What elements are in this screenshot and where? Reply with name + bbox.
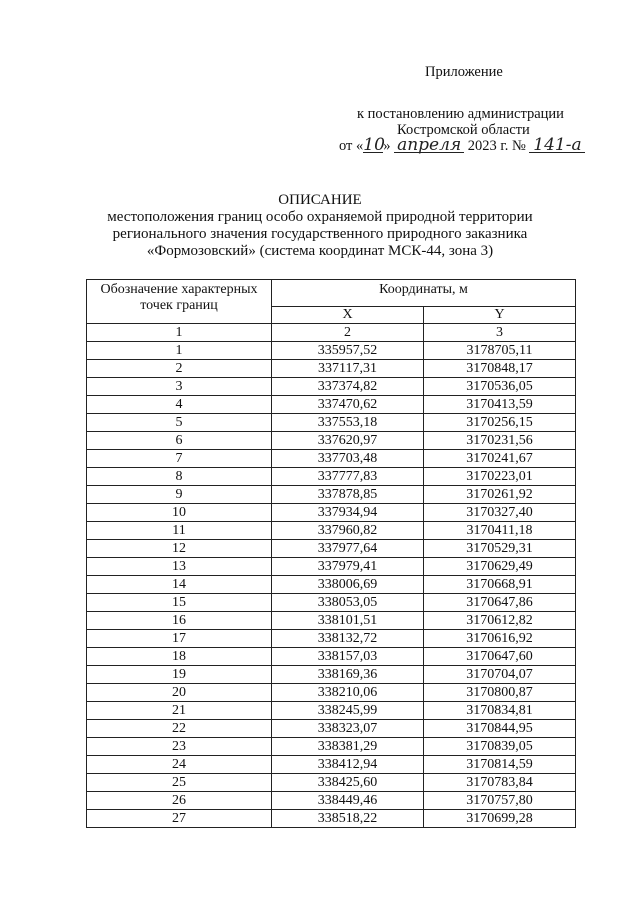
- y-coordinate-cell: 3170223,01: [424, 468, 576, 486]
- col-point-header: Обозначение характерных точек границ: [87, 280, 272, 324]
- point-number-cell: 3: [87, 378, 272, 396]
- table-row: [87, 504, 576, 522]
- coordinates-table: [86, 279, 576, 828]
- region-line: Костромской области: [397, 122, 530, 138]
- col-num-2: 2: [272, 324, 424, 342]
- point-number-cell: 25: [87, 774, 272, 792]
- y-coordinate-cell: 3170327,40: [424, 504, 576, 522]
- table-row: [87, 684, 576, 702]
- table-row: [87, 360, 576, 378]
- table-row: [87, 486, 576, 504]
- title-line-1: местоположения границ особо охраняемой природной территории: [107, 209, 533, 225]
- point-number-cell: 21: [87, 702, 272, 720]
- table-row: [87, 522, 576, 540]
- x-coordinate-cell: 338412,94: [272, 756, 424, 774]
- table-row: [87, 450, 576, 468]
- x-coordinate-cell: 337374,82: [272, 378, 424, 396]
- x-coordinate-cell: 338006,69: [272, 576, 424, 594]
- x-coordinate-cell: 337979,41: [272, 558, 424, 576]
- x-coordinate-cell: 338518,22: [272, 810, 424, 828]
- y-coordinate-cell: 3170261,92: [424, 486, 576, 504]
- x-coordinate-cell: 337960,82: [272, 522, 424, 540]
- point-number-cell: 10: [87, 504, 272, 522]
- point-number-cell: 18: [87, 648, 272, 666]
- y-coordinate-cell: 3170844,95: [424, 720, 576, 738]
- y-coordinate-cell: 3170647,86: [424, 594, 576, 612]
- table-row: [87, 648, 576, 666]
- table-row: [87, 540, 576, 558]
- point-number-cell: 19: [87, 666, 272, 684]
- point-number-cell: 6: [87, 432, 272, 450]
- y-coordinate-cell: 3170413,59: [424, 396, 576, 414]
- x-coordinate-cell: 337977,64: [272, 540, 424, 558]
- y-coordinate-cell: 3170411,18: [424, 522, 576, 540]
- point-number-cell: 11: [87, 522, 272, 540]
- col-x-header: X: [272, 307, 424, 324]
- y-coordinate-cell: 3170529,31: [424, 540, 576, 558]
- handwritten-number: 141-а: [529, 138, 585, 153]
- point-number-cell: 13: [87, 558, 272, 576]
- point-number-cell: 12: [87, 540, 272, 558]
- x-coordinate-cell: 338101,51: [272, 612, 424, 630]
- table-row: [87, 720, 576, 738]
- x-coordinate-cell: 338449,46: [272, 792, 424, 810]
- y-coordinate-cell: 3170612,82: [424, 612, 576, 630]
- point-number-cell: 2: [87, 360, 272, 378]
- x-coordinate-cell: 338132,72: [272, 630, 424, 648]
- point-number-cell: 8: [87, 468, 272, 486]
- col-num-3: 3: [424, 324, 576, 342]
- y-coordinate-cell: 3170839,05: [424, 738, 576, 756]
- x-coordinate-cell: 338053,05: [272, 594, 424, 612]
- table-row: [87, 702, 576, 720]
- y-coordinate-cell: 3170704,07: [424, 666, 576, 684]
- x-coordinate-cell: 338210,06: [272, 684, 424, 702]
- table-row: [87, 630, 576, 648]
- x-coordinate-cell: 337620,97: [272, 432, 424, 450]
- table-row: [87, 774, 576, 792]
- point-number-cell: 23: [87, 738, 272, 756]
- point-number-cell: 7: [87, 450, 272, 468]
- point-number-cell: 15: [87, 594, 272, 612]
- handwritten-day: 10: [363, 135, 385, 155]
- x-coordinate-cell: 338157,03: [272, 648, 424, 666]
- title-line-2: регионального значения государственного природного заказника: [112, 226, 528, 242]
- table-row: [87, 792, 576, 810]
- y-coordinate-cell: 3170699,28: [424, 810, 576, 828]
- table-row: [87, 810, 576, 828]
- point-number-cell: 14: [87, 576, 272, 594]
- table-row: [87, 666, 576, 684]
- x-coordinate-cell: 337878,85: [272, 486, 424, 504]
- table-row: [87, 558, 576, 576]
- appendix-label: Приложение: [425, 64, 503, 80]
- resolution-line: к постановлению администрации: [357, 106, 564, 122]
- y-coordinate-cell: 3170241,67: [424, 450, 576, 468]
- table-row: [87, 612, 576, 630]
- table-header-row: [87, 280, 576, 307]
- y-coordinate-cell: 3170231,56: [424, 432, 576, 450]
- table-row: [87, 594, 576, 612]
- x-coordinate-cell: 338381,29: [272, 738, 424, 756]
- x-coordinate-cell: 338425,60: [272, 774, 424, 792]
- column-number-row: [87, 324, 576, 342]
- table-row: [87, 738, 576, 756]
- point-number-cell: 22: [87, 720, 272, 738]
- table-row: [87, 432, 576, 450]
- x-coordinate-cell: 338245,99: [272, 702, 424, 720]
- date-prefix: от «: [339, 138, 364, 154]
- table-row: [87, 396, 576, 414]
- y-coordinate-cell: 3170848,17: [424, 360, 576, 378]
- col-coords-header: Координаты, м: [272, 280, 576, 307]
- x-coordinate-cell: 337553,18: [272, 414, 424, 432]
- table-row: [87, 378, 576, 396]
- col-y-header: Y: [424, 307, 576, 324]
- y-coordinate-cell: 3178705,11: [424, 342, 576, 360]
- table-row: [87, 576, 576, 594]
- point-number-cell: 5: [87, 414, 272, 432]
- point-number-cell: 24: [87, 756, 272, 774]
- y-coordinate-cell: 3170629,49: [424, 558, 576, 576]
- point-number-cell: 9: [87, 486, 272, 504]
- point-number-cell: 1: [87, 342, 272, 360]
- document-heading: ОПИСАНИЕ: [278, 192, 362, 208]
- point-number-cell: 17: [87, 630, 272, 648]
- point-number-cell: 20: [87, 684, 272, 702]
- y-coordinate-cell: 3170834,81: [424, 702, 576, 720]
- col-num-1: 1: [87, 324, 272, 342]
- table-row: [87, 756, 576, 774]
- x-coordinate-cell: 335957,52: [272, 342, 424, 360]
- x-coordinate-cell: 338169,36: [272, 666, 424, 684]
- x-coordinate-cell: 337703,48: [272, 450, 424, 468]
- y-coordinate-cell: 3170616,92: [424, 630, 576, 648]
- table-row: [87, 468, 576, 486]
- y-coordinate-cell: 3170647,60: [424, 648, 576, 666]
- y-coordinate-cell: 3170783,84: [424, 774, 576, 792]
- title-line-3: «Формозовский» (система координат МСК-44, зона 3): [146, 243, 494, 259]
- point-number-cell: 26: [87, 792, 272, 810]
- y-coordinate-cell: 3170814,59: [424, 756, 576, 774]
- table-row: [87, 414, 576, 432]
- table-row: [87, 342, 576, 360]
- point-number-cell: 27: [87, 810, 272, 828]
- x-coordinate-cell: 337934,94: [272, 504, 424, 522]
- x-coordinate-cell: 337470,62: [272, 396, 424, 414]
- y-coordinate-cell: 3170800,87: [424, 684, 576, 702]
- year-text: 2023 г. №: [467, 138, 526, 154]
- date-line: [339, 135, 585, 155]
- x-coordinate-cell: 337777,83: [272, 468, 424, 486]
- y-coordinate-cell: 3170668,91: [424, 576, 576, 594]
- y-coordinate-cell: 3170536,05: [424, 378, 576, 396]
- y-coordinate-cell: 3170757,80: [424, 792, 576, 810]
- x-coordinate-cell: 337117,31: [272, 360, 424, 378]
- point-number-cell: 4: [87, 396, 272, 414]
- y-coordinate-cell: 3170256,15: [424, 414, 576, 432]
- point-number-cell: 16: [87, 612, 272, 630]
- x-coordinate-cell: 338323,07: [272, 720, 424, 738]
- date-mid: »: [383, 138, 391, 154]
- handwritten-month: апреля: [394, 138, 464, 153]
